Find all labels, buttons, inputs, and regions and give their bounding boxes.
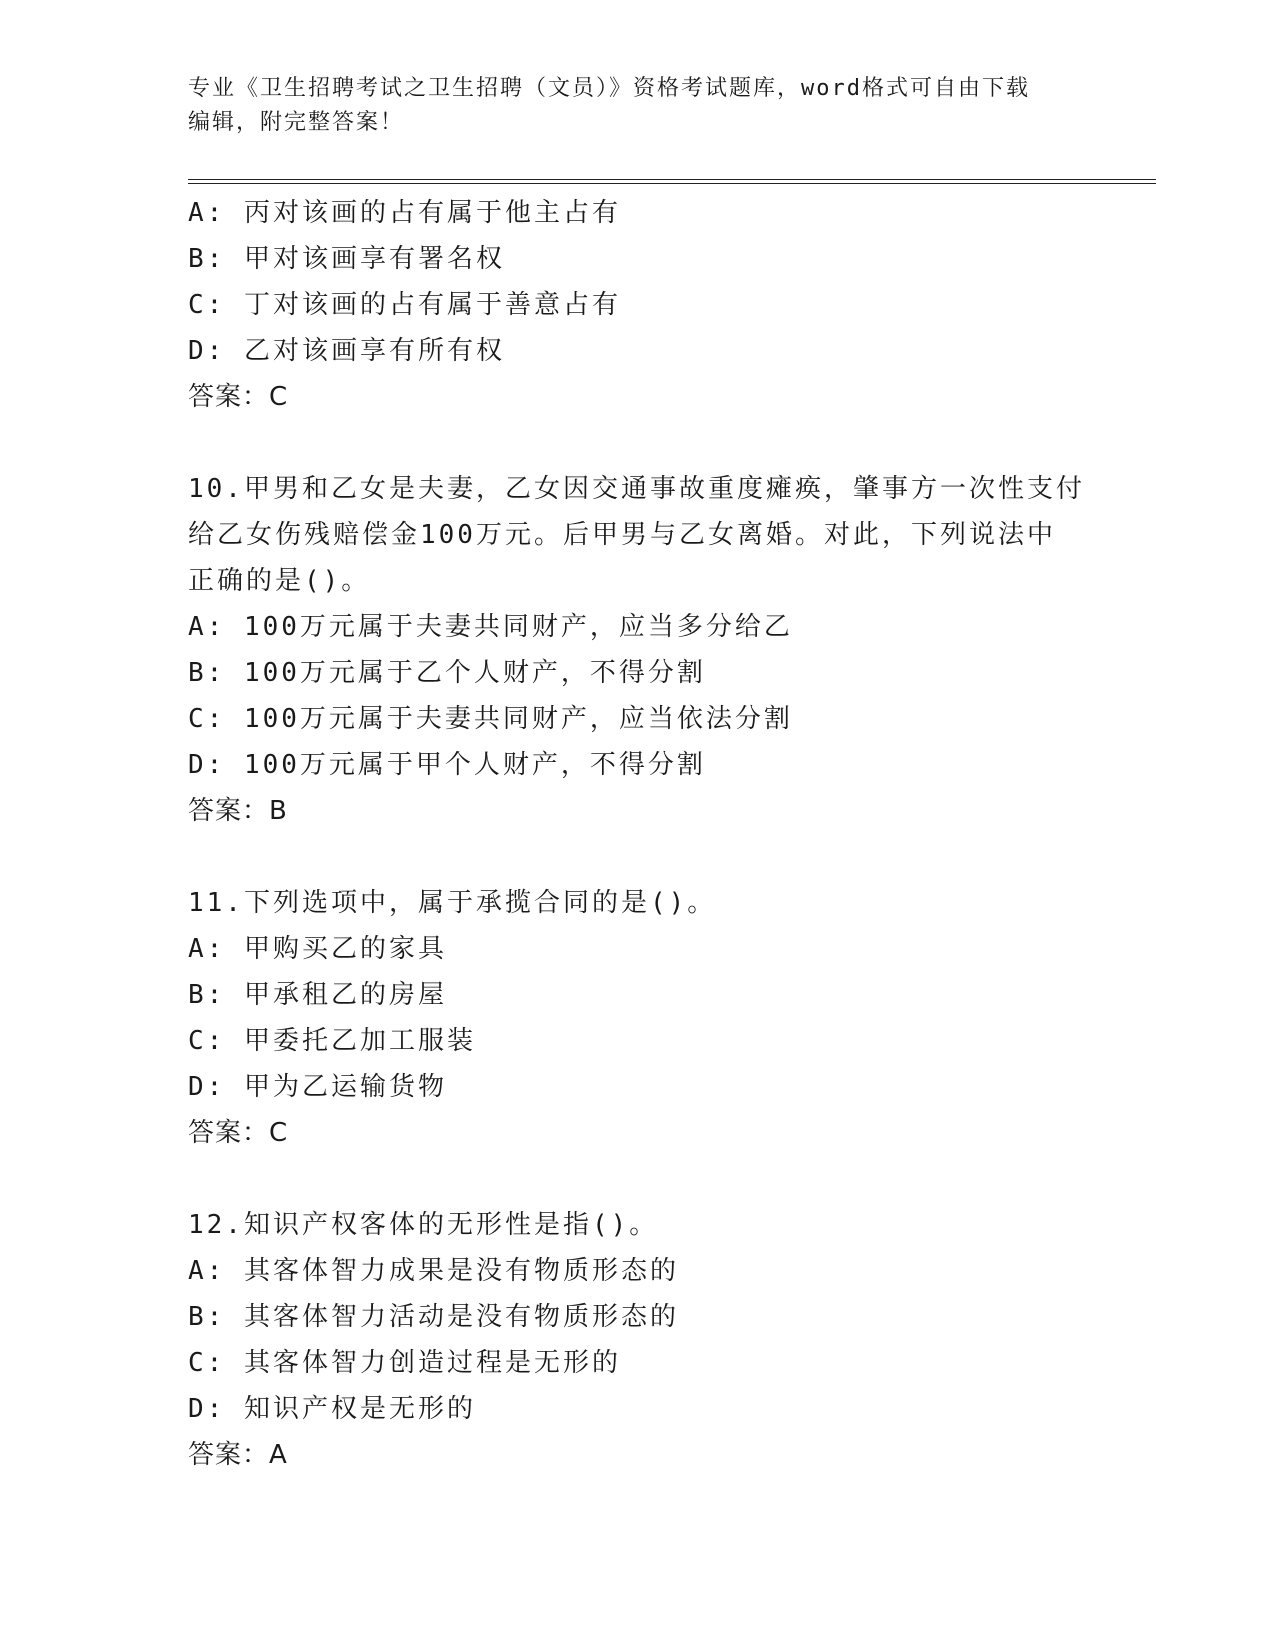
option-a: A: 其客体智力成果是没有物质形态的 (188, 1256, 679, 1286)
answer-line: 答案：A (188, 1440, 288, 1470)
spacer (188, 1156, 1088, 1202)
question-list (188, 190, 1088, 1478)
option-a: A: 100万元属于夫妻共同财产，应当多分给乙 (188, 612, 793, 642)
option-c: C: 丁对该画的占有属于善意占有 (188, 290, 621, 320)
question-stem: 正确的是()。 (188, 566, 371, 596)
option-d: D: 乙对该画享有所有权 (188, 336, 505, 366)
question-12 (188, 1202, 1088, 1478)
answer-line: 答案：C (188, 1118, 289, 1148)
answer-line: 答案：C (188, 382, 289, 412)
question-stem: 给乙女伤残赔偿金100万元。后甲男与乙女离婚。对此，下列说法中 (188, 520, 1056, 550)
spacer (188, 420, 1088, 466)
answer-line: 答案：B (188, 796, 288, 826)
option-d: D: 知识产权是无形的 (188, 1394, 476, 1424)
question-9 (188, 190, 1088, 420)
header-line-1: 专业《卫生招聘考试之卫生招聘（文员）》资格考试题库，word格式可自由下载 (188, 76, 1030, 101)
spacer (188, 834, 1088, 880)
option-b: B: 其客体智力活动是没有物质形态的 (188, 1302, 679, 1332)
question-stem: 10.甲男和乙女是夫妻，乙女因交通事故重度瘫痪，肇事方一次性支付 (188, 474, 1085, 504)
option-b: B: 甲承租乙的房屋 (188, 980, 447, 1010)
question-stem: 11.下列选项中，属于承揽合同的是()。 (188, 888, 717, 918)
document-header (188, 72, 1088, 140)
header-divider-top (188, 179, 1156, 180)
option-a: A: 丙对该画的占有属于他主占有 (188, 198, 621, 228)
option-b: B: 甲对该画享有署名权 (188, 244, 505, 274)
question-10 (188, 466, 1088, 834)
option-c: C: 100万元属于夫妻共同财产，应当依法分割 (188, 704, 793, 734)
option-d: D: 甲为乙运输货物 (188, 1072, 447, 1102)
question-stem: 12.知识产权客体的无形性是指()。 (188, 1210, 659, 1240)
header-divider-bottom (188, 183, 1156, 184)
option-b: B: 100万元属于乙个人财产，不得分割 (188, 658, 706, 688)
option-c: C: 甲委托乙加工服装 (188, 1026, 476, 1056)
option-d: D: 100万元属于甲个人财产，不得分割 (188, 750, 706, 780)
header-line-2: 编辑，附完整答案！ (188, 110, 405, 135)
option-a: A: 甲购买乙的家具 (188, 934, 447, 964)
question-11 (188, 880, 1088, 1156)
option-c: C: 其客体智力创造过程是无形的 (188, 1348, 621, 1378)
